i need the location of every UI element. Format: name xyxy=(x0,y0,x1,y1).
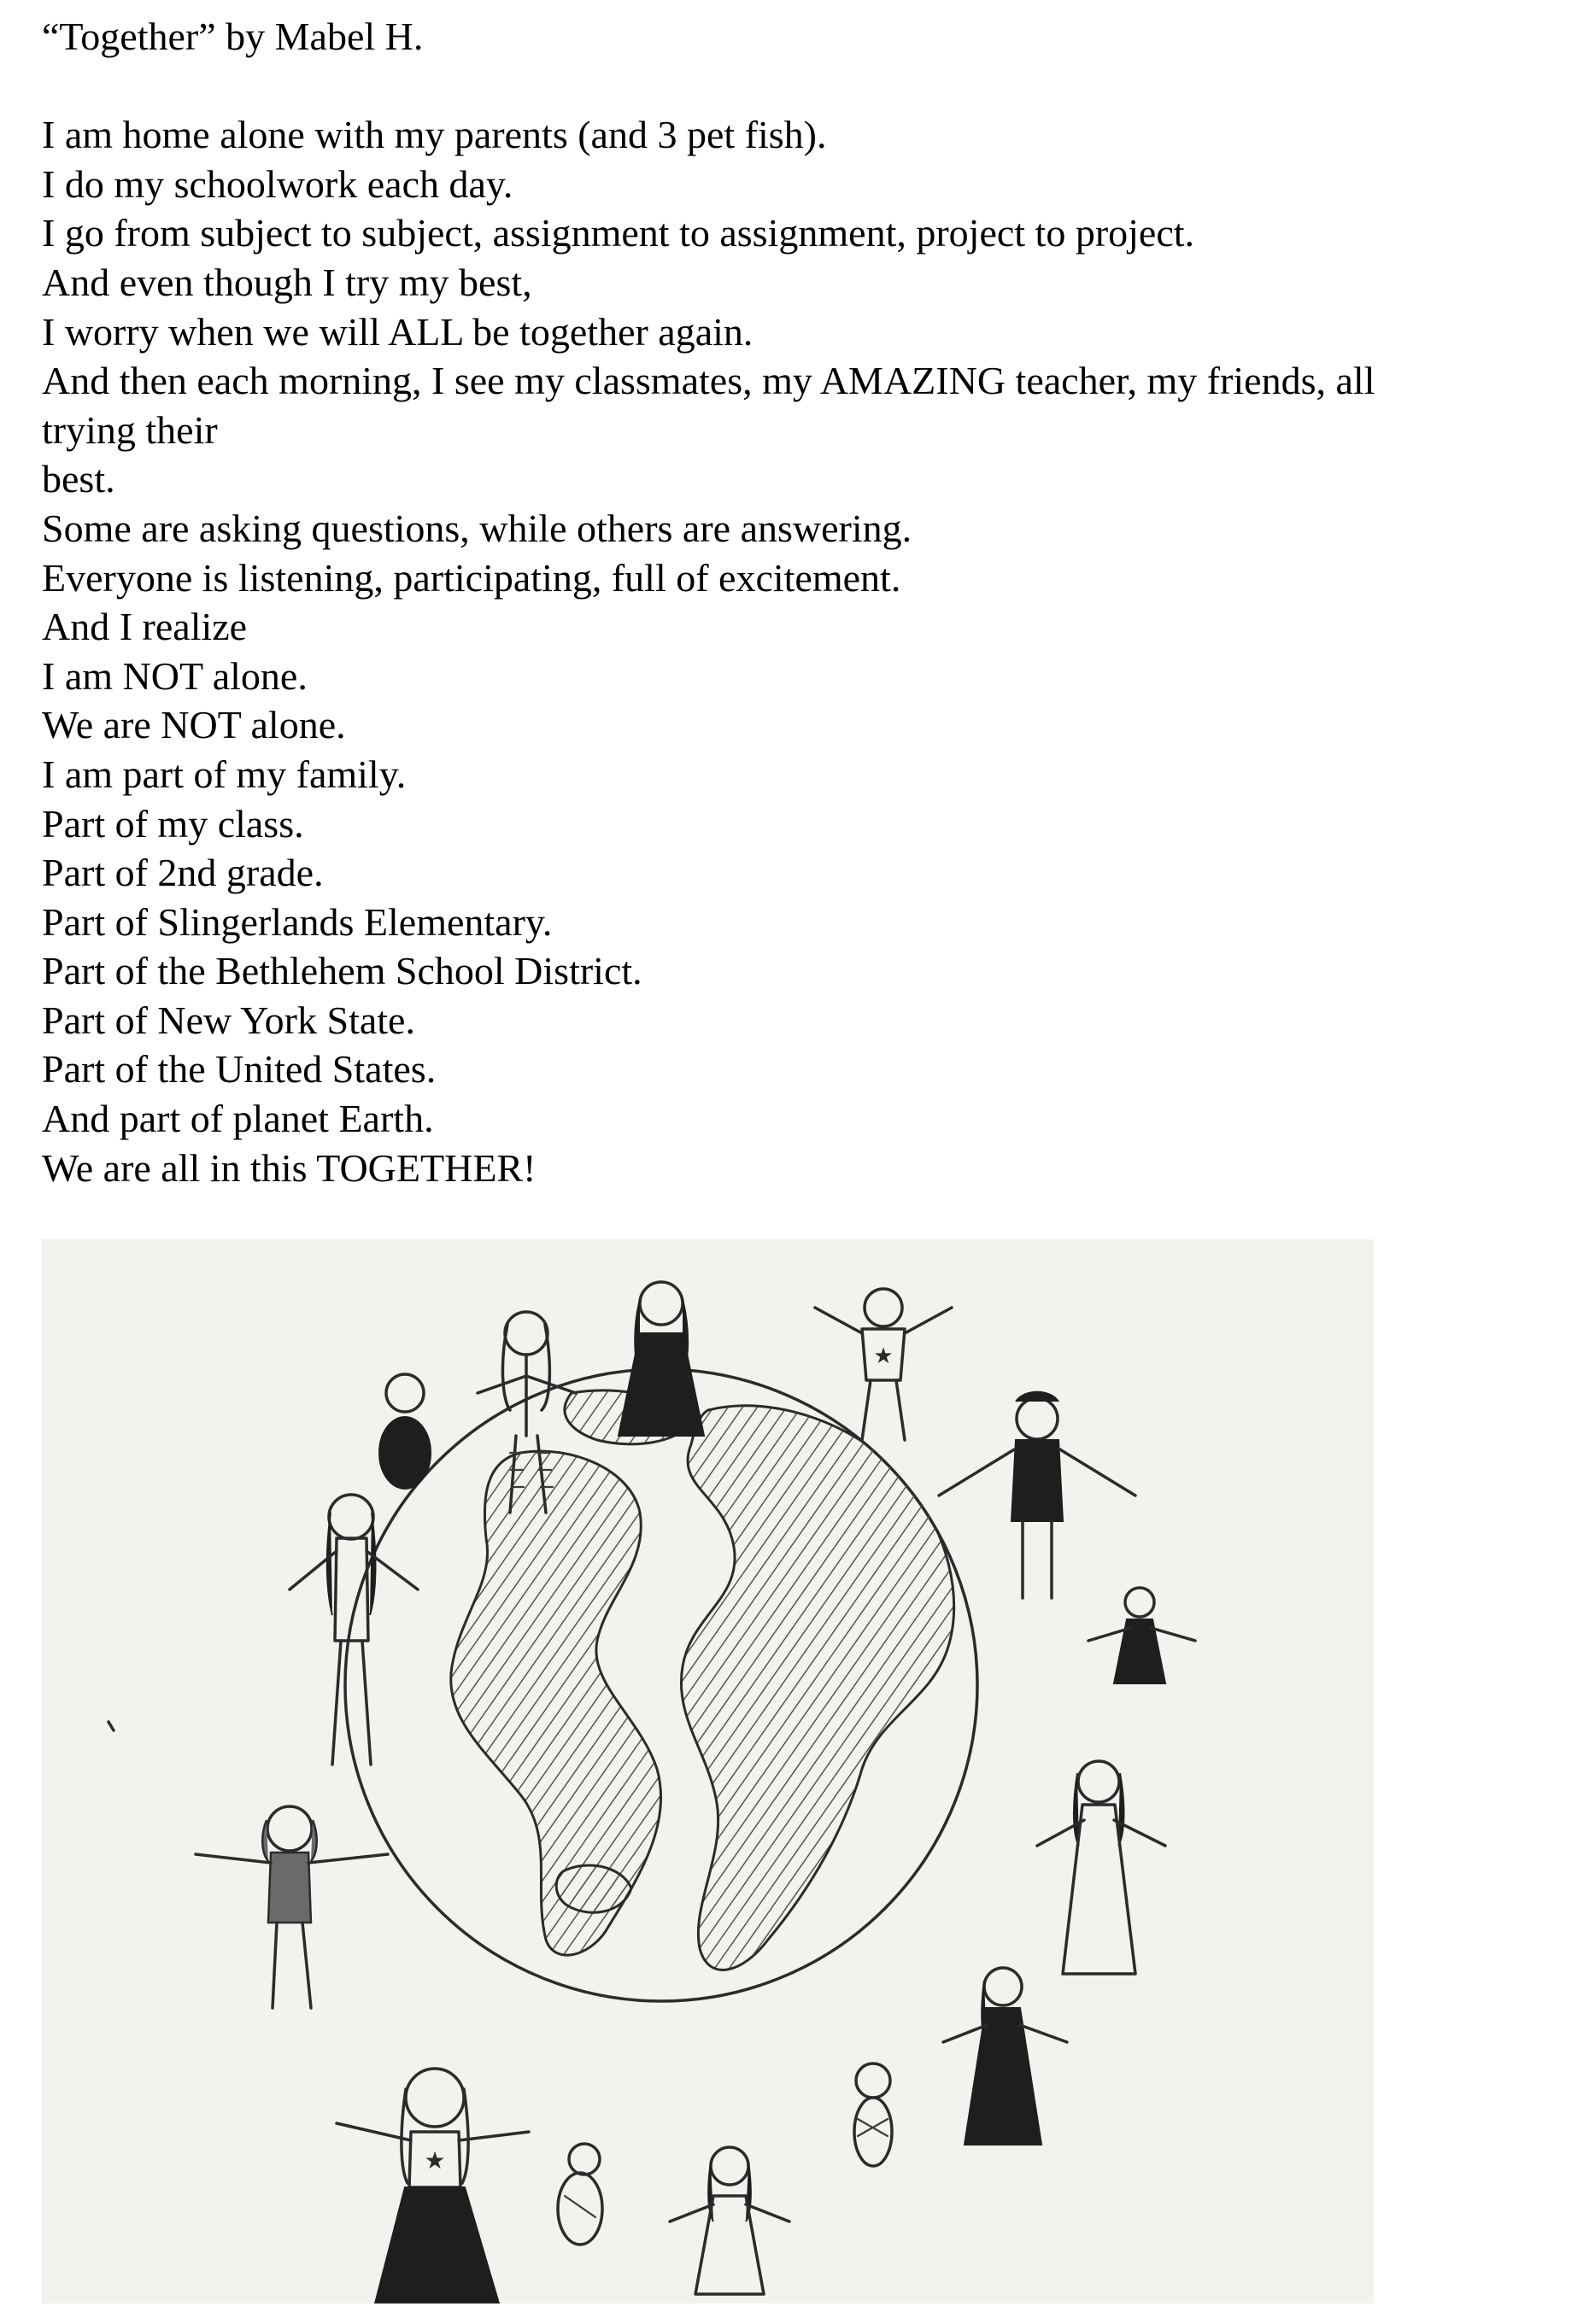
poem-line: We are NOT alone. xyxy=(42,703,346,747)
figure-person-dark-jacket xyxy=(939,1392,1135,1598)
poem-line: I go from subject to subject, assignment to assignment, project to project. xyxy=(42,211,1195,255)
poem-line: I am home alone with my parents (and 3 pet fish). xyxy=(42,113,827,157)
continent-africa-europe xyxy=(681,1406,953,1970)
poem-line: And even though I try my best, xyxy=(42,260,532,304)
poem-line: And then each morning, I see my classmates, my AMAZING teacher, my friends, all xyxy=(42,359,1375,403)
poem-line: I worry when we will ALL be together again. xyxy=(42,309,754,354)
poem-line: trying their xyxy=(42,407,218,452)
poem-line: I am part of my family. xyxy=(42,752,407,796)
poem-line: We are all in this TOGETHER! xyxy=(42,1145,537,1190)
drawing-svg xyxy=(42,1239,1374,2304)
figure-baby-top-left xyxy=(379,1374,431,1489)
poem-line: Part of 2nd grade. xyxy=(42,851,324,895)
poem-title: “Together” by Mabel H. xyxy=(42,15,424,58)
earth-globe xyxy=(345,1369,977,2001)
stray-mark xyxy=(108,1722,114,1730)
figure-baby-lower-right xyxy=(854,2064,892,2166)
poem-line: Part of New York State. xyxy=(42,998,415,1042)
figure-girl-white-dress xyxy=(1037,1761,1165,1974)
poem-line: Part of the Bethlehem School District. xyxy=(42,949,642,993)
figure-girl-bottom-center xyxy=(670,2147,789,2294)
poem-line: I am NOT alone. xyxy=(42,653,308,698)
svg-text:★: ★ xyxy=(873,1343,894,1369)
poem-line: Everyone is listening, participating, full of excitement. xyxy=(42,555,901,600)
figure-baby-bottom xyxy=(558,2144,602,2245)
poem-line: Part of the United States. xyxy=(42,1047,437,1092)
child-drawing-earth-people xyxy=(42,1239,1374,2304)
figure-girl-dark-dress-lower xyxy=(943,1968,1067,2145)
poem-line: Some are asking questions, while others are answering. xyxy=(42,506,912,550)
poem-line: best. xyxy=(42,457,115,501)
poem-line: Part of my class. xyxy=(42,801,304,846)
figure-boy-star-shirt xyxy=(815,1289,952,1440)
figure-girl-braids xyxy=(290,1495,418,1765)
continent-americas xyxy=(451,1451,661,1955)
figure-small-girl-right xyxy=(1088,1588,1195,1683)
poem-line: Part of Slingerlands Elementary. xyxy=(42,899,553,944)
figure-girl-large-bottom-left xyxy=(337,2069,529,2304)
blank-line xyxy=(42,61,1545,111)
figure-girl-dark-dress xyxy=(619,1282,704,1436)
svg-text:★: ★ xyxy=(424,2146,446,2175)
poem-line: And part of planet Earth. xyxy=(42,1097,434,1141)
poem-line: And I realize xyxy=(42,605,248,649)
poem-text xyxy=(42,12,1545,1192)
figure-girl-checked-top xyxy=(196,1806,388,2008)
poem-line: I do my schoolwork each day. xyxy=(42,161,513,206)
